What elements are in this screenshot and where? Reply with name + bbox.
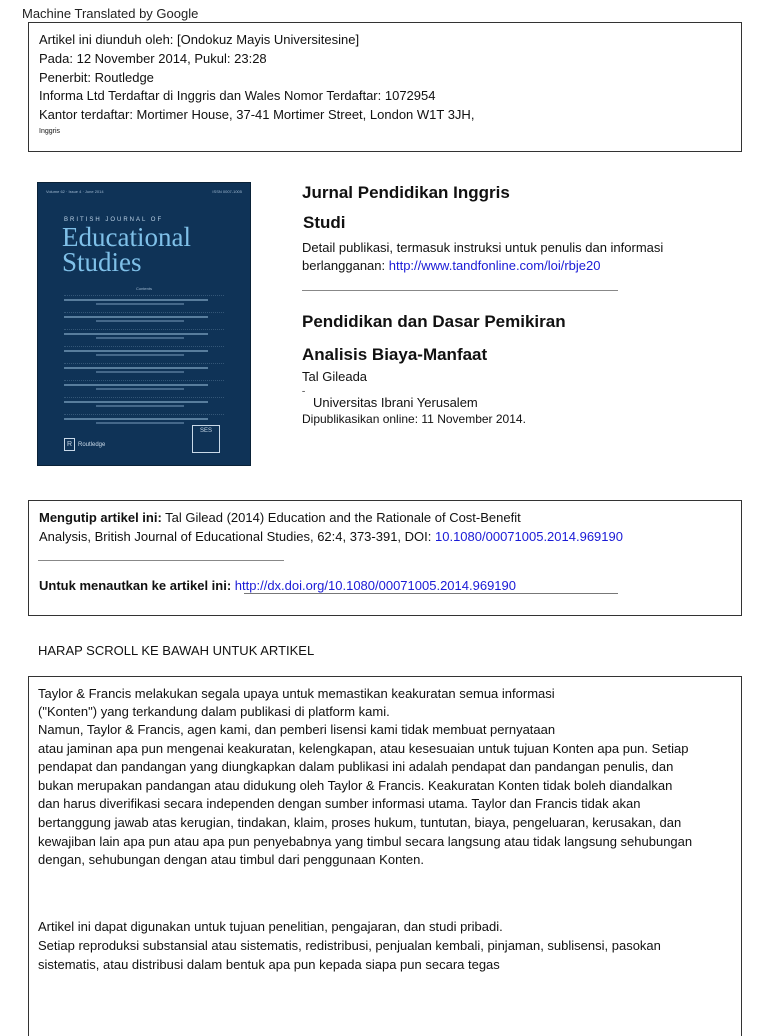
article-doi-url-link[interactable]: http://dx.doi.org/10.1080/00071005.2014.969190 xyxy=(234,578,516,593)
machine-translation-banner: Machine Translated by Google xyxy=(22,6,199,21)
disclaimer-line: dengan, sehubungan dengan atau timbul dari penggunaan Konten. xyxy=(38,852,424,867)
disclaimer-line: bukan merupakan pandangan atau didukung oleh Taylor & Francis. Keakuratan Konten tidak boleh diandalkan xyxy=(38,778,673,793)
disclaimer-line: ("Konten") yang terkandung dalam publikasi di platform kami. xyxy=(38,704,390,719)
download-info-country: Inggris xyxy=(39,128,61,135)
disclaimer-box xyxy=(28,676,742,1036)
download-info-line: Kantor terdaftar: Mortimer House, 37-41 Mortimer Street, London W1T 3JH, xyxy=(39,107,475,122)
routledge-logo-icon: R xyxy=(64,438,75,451)
cover-toc-row xyxy=(64,397,224,412)
affiliation-mark: ˉ xyxy=(302,390,306,401)
download-info-line: Informa Ltd Terdaftar di Inggris dan Wales Nomor Terdaftar: 1072954 xyxy=(39,88,436,103)
cover-publisher xyxy=(64,438,105,451)
journal-details-line-2 xyxy=(302,258,600,273)
disclaimer-line: kewajiban lain apa pun atau apa pun penyebabnya yang timbul secara langsung atau tidak langsung sehubungan xyxy=(38,834,693,849)
usage-line: Setiap reproduksi substansial atau sistematis, redistribusi, penjualan kembali, pinjaman, sublisensi, pasokan xyxy=(38,938,661,953)
divider xyxy=(244,593,618,594)
article-link-line xyxy=(39,578,516,593)
citation-line-1 xyxy=(39,510,521,525)
article-published-date: Dipublikasikan online: 11 November 2014. xyxy=(302,412,526,426)
download-info-box xyxy=(28,22,742,152)
usage-line: sistematis, atau distribusi dalam bentuk apa pun kepada siapa pun secara tegas xyxy=(38,957,500,972)
journal-title-line-1: Jurnal Pendidikan Inggris xyxy=(302,183,510,202)
journal-homepage-link[interactable]: http://www.tandfonline.com/loi/rbje20 xyxy=(388,258,601,273)
disclaimer-line: bertanggung jawab atas kerugian, tindakan, klaim, proses hukum, tuntutan, biaya, pengeluaran, kerusakan, dan xyxy=(38,815,682,830)
cover-journal-title xyxy=(62,222,191,277)
download-info-line: Artikel ini diunduh oleh: [Ondokuz Mayis Universitesine] xyxy=(39,32,360,47)
cover-top-bar xyxy=(46,189,242,194)
citation-label: Mengutip artikel ini: xyxy=(39,510,162,525)
divider xyxy=(38,560,284,561)
cover-title-line: Educational xyxy=(62,222,191,252)
cover-volume-info: Volume 62 · Issue 4 · June 2014 xyxy=(46,189,104,194)
cover-toc-row xyxy=(64,380,224,395)
citation-text: Analysis, British Journal of Educational Studies, 62:4, 373-391, DOI: xyxy=(39,529,435,544)
download-info-line: Penerbit: Routledge xyxy=(39,70,154,85)
cover-table-of-contents xyxy=(64,295,224,431)
cover-toc-row xyxy=(64,346,224,361)
cover-toc-row xyxy=(64,363,224,378)
disclaimer-line: atau jaminan apa pun mengenai keakuratan, kelengkapan, atau kesesuaian untuk tujuan Konten apa pun. Setiap xyxy=(38,741,689,756)
disclaimer-line: dan harus diverifikasi secara independen dengan sumber informasi utama. Taylor dan Francis tidak akan xyxy=(38,796,641,811)
ses-logo-icon: SES xyxy=(192,425,220,453)
divider xyxy=(302,290,618,291)
cover-issn: ISSN 0007-1005 xyxy=(212,189,242,194)
journal-cover-image xyxy=(37,182,251,466)
citation-doi-link[interactable]: 10.1080/00071005.2014.969190 xyxy=(435,529,623,544)
cover-contents-label: Contents xyxy=(135,286,152,291)
usage-line: Artikel ini dapat digunakan untuk tujuan penelitian, pengajaran, dan studi pribadi. xyxy=(38,919,503,934)
article-author: Tal Gileada xyxy=(302,369,368,384)
article-link-label: Untuk menautkan ke artikel ini: xyxy=(39,578,232,593)
citation-line-2 xyxy=(39,529,623,544)
journal-title-line-2: Studi xyxy=(303,213,346,232)
download-info-line: Pada: 12 November 2014, Pukul: 23:28 xyxy=(39,51,267,66)
citation-text: Tal Gilead (2014) Education and the Rationale of Cost-Benefit xyxy=(161,510,521,525)
cover-title-line: Studies xyxy=(62,247,142,277)
journal-details-prefix: berlangganan: xyxy=(302,258,389,273)
article-title-line-2: Analisis Biaya-Manfaat xyxy=(302,345,488,364)
cover-toc-row xyxy=(64,329,224,344)
disclaimer-line: pendapat dan pandangan yang diungkapkan dalam publikasi ini adalah pendapat dan pandangan penulis, dan xyxy=(38,759,674,774)
disclaimer-line: Taylor & Francis melakukan segala upaya untuk memastikan keakuratan semua informasi xyxy=(38,686,555,701)
article-title-line-1: Pendidikan dan Dasar Pemikiran xyxy=(302,312,566,331)
disclaimer-line: Namun, Taylor & Francis, agen kami, dan pemberi lisensi kami tidak membuat pernyataan xyxy=(38,722,556,737)
article-affiliation: Universitas Ibrani Yerusalem xyxy=(313,395,478,410)
cover-journal-series: BRITISH JOURNAL OF xyxy=(64,217,164,223)
citation-box xyxy=(28,500,742,616)
cover-toc-row xyxy=(64,312,224,327)
cover-publisher-name: Routledge xyxy=(78,441,106,448)
journal-details-line-1: Detail publikasi, termasuk instruksi untuk penulis dan informasi xyxy=(302,240,664,255)
cover-toc-row xyxy=(64,295,224,310)
scroll-down-notice: HARAP SCROLL KE BAWAH UNTUK ARTIKEL xyxy=(38,643,315,658)
